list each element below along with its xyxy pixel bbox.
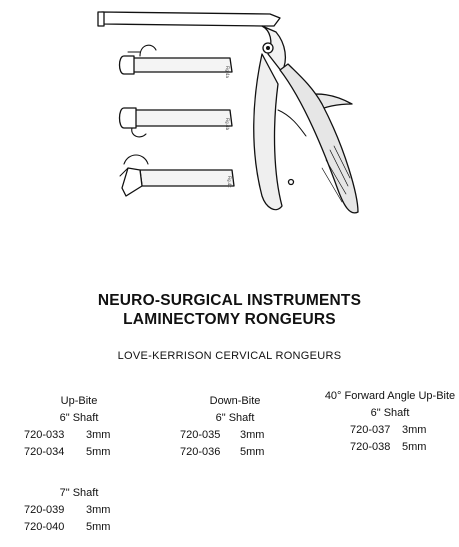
product-code: 720-038	[350, 441, 391, 453]
group-subheading: 6" Shaft	[370, 407, 410, 419]
product-group-up-bite	[24, 393, 134, 461]
instrument-shaft	[98, 12, 280, 26]
subtitle: LOVE-KERRISON CERVICAL RONGEURS	[117, 350, 342, 362]
tip-label-3: Fig.4c	[227, 176, 232, 188]
tip-detail-up-bite	[120, 45, 233, 74]
product-code: 720-040	[24, 521, 65, 533]
product-size: 5mm	[402, 441, 427, 453]
instrument-shaft-tip	[98, 12, 104, 26]
product-code: 720-039	[24, 504, 65, 516]
product-code: 720-033	[24, 429, 65, 441]
product-code: 720-036	[180, 446, 221, 458]
tip-detail-forward-angle	[120, 155, 234, 196]
tip-label-2: Fig.4b	[225, 118, 230, 131]
handle-spring	[278, 110, 306, 136]
rongeur-illustration	[0, 0, 459, 240]
list-item	[180, 444, 290, 461]
group-heading: Down-Bite	[209, 395, 261, 407]
list-item	[24, 502, 134, 519]
group-heading: Up-Bite	[60, 395, 98, 407]
product-size: 3mm	[86, 429, 111, 441]
product-size: 5mm	[86, 521, 111, 533]
group-heading: 40° Forward Angle Up-Bite	[324, 390, 456, 402]
list-item	[180, 427, 290, 444]
product-group-down-bite	[180, 393, 290, 461]
product-size: 3mm	[402, 424, 427, 436]
title-line-2: LAMINECTOMY RONGEURS	[123, 311, 336, 328]
product-code: 720-034	[24, 446, 65, 458]
tip-label-1: Fig.4a	[225, 66, 230, 78]
group-subheading: 6" Shaft	[215, 412, 255, 424]
list-item	[24, 519, 134, 536]
title-line-1: NEURO-SURGICAL INSTRUMENTS	[97, 292, 362, 309]
group-subheading: 6" Shaft	[59, 412, 99, 424]
list-item	[324, 422, 456, 439]
product-size: 3mm	[86, 504, 111, 516]
product-code: 720-037	[350, 424, 391, 436]
front-handle	[254, 54, 282, 210]
group-heading: 7" Shaft	[59, 487, 99, 499]
product-code: 720-035	[180, 429, 221, 441]
list-item	[324, 439, 456, 456]
tip-detail-down-bite	[120, 108, 233, 137]
product-group-forward-angle	[324, 388, 456, 456]
rear-handle	[280, 64, 358, 213]
product-group-7in-shaft	[24, 485, 134, 536]
product-size: 5mm	[86, 446, 111, 458]
product-size: 5mm	[240, 446, 265, 458]
list-item	[24, 427, 134, 444]
product-size: 3mm	[240, 429, 265, 441]
list-item	[24, 444, 134, 461]
